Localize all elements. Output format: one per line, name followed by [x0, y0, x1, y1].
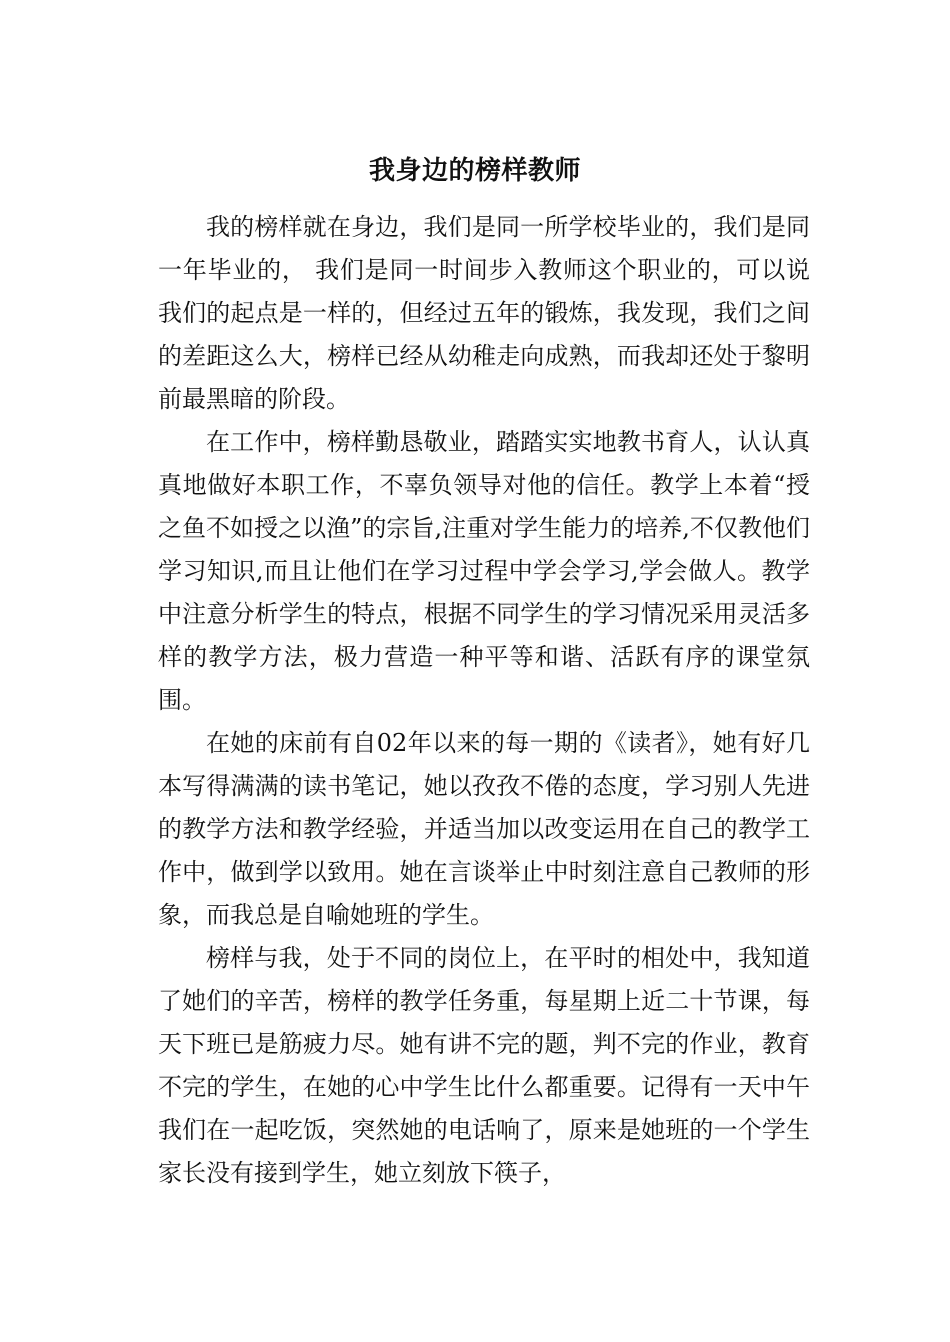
- document-title: 我身边的榜样教师: [368, 156, 581, 186]
- paragraph-2: 在工作中，榜样勤恳敬业，踏踏实实地教书育人，认认真真地做好本职工作，不辜负领导对他的信任。教学上本着“授之鱼不如授之以渔”的宗旨,注重对学生能力的培养,不仅教他们学习知识,而且让他们在学习过程中学会学习,学会做人。教学中注意分析学生的特点，根据不同学生的学习情况采用灵活多样的教学方法，极力营造一种平等和谐、活跃有序的课堂氛围。: [158, 428, 810, 714]
- paragraph-4: 榜样与我，处于不同的岗位上，在平时的相处中，我知道了她们的辛苦，榜样的教学任务重，每星期上近二十节课，每天下班已是筋疲力尽。她有讲不完的题，判不完的作业，教育不完的学生，在她的心中学生比什么都重要。记得有一天中午我们在一起吃饭，突然她的电话响了，原来是她班的一个学生家长没有接到学生，她立刻放下筷子，: [158, 944, 810, 1187]
- paragraph-1: 我的榜样就在身边，我们是同一所学校毕业的，我们是同一年毕业的， 我们是同一时间步入教师这个职业的，可以说我们的起点是一样的，但经过五年的锻炼，我发现，我们之间的差距这么大，榜样已经从幼稚走向成熟，而我却还处于黎明前最黑暗的阶段。: [158, 213, 810, 413]
- document-body: [158, 206, 810, 1195]
- paragraph-3: 在她的床前有自02年以来的每一期的《读者》，她有好几本写得满满的读书笔记，她以孜孜不倦的态度，学习别人先进的教学方法和教学经验，并适当加以改变运用在自己的教学工作中，做到学以致用。她在言谈举止中时刻注意自己教师的形象，而我总是自喻她班的学生。: [158, 729, 810, 929]
